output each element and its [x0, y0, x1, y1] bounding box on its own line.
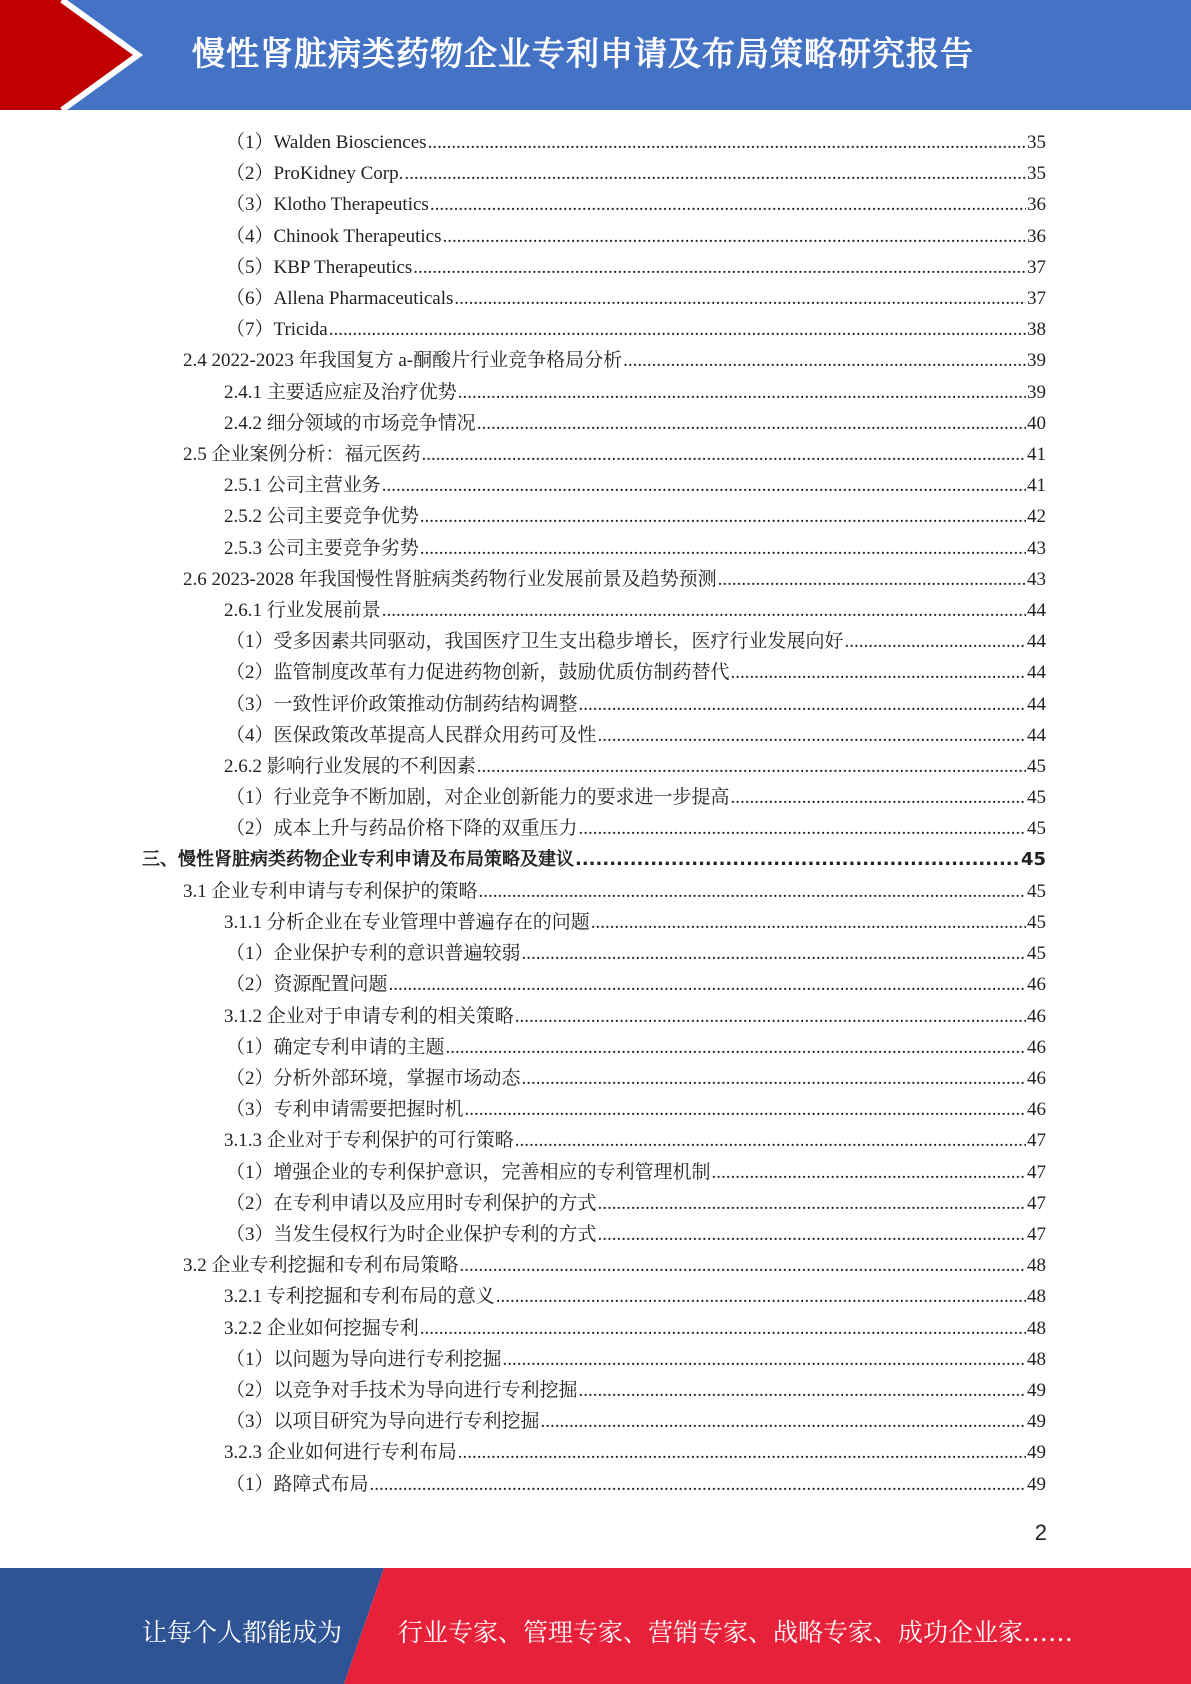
toc-entry-title: 2.6.2 影响行业发展的不利因素	[224, 756, 476, 777]
toc-entry-title: （1）以问题为导向进行专利挖掘	[226, 1348, 502, 1370]
toc-entry[interactable]	[226, 1188, 1046, 1216]
toc-entry-page: 40	[1027, 412, 1046, 434]
toc-dot-leader	[420, 538, 1026, 560]
toc-entry-title: （2）在专利申请以及应用时专利保护的方式	[226, 1192, 597, 1214]
toc-dot-leader	[382, 600, 1026, 622]
footer-slogan-left: 让每个人都能成为	[142, 1618, 343, 1647]
toc-entry-title: （2）成本上升与药品价格下降的双重压力	[226, 818, 578, 840]
toc-entry-title: （1）增强企业的专利保护意识，完善相应的专利管理机制	[226, 1161, 711, 1183]
toc-entry[interactable]	[226, 221, 1046, 249]
toc-entry-title: （2）以竞争对手技术为导向进行专利挖掘	[226, 1380, 578, 1401]
toc-entry-page: 46	[1027, 1068, 1046, 1089]
toc-entry-page: 44	[1027, 631, 1046, 653]
toc-entry[interactable]	[226, 720, 1046, 748]
toc-entry-title: （7）Tricida	[226, 319, 328, 341]
toc-entry[interactable]	[226, 782, 1046, 810]
toc-dot-leader	[598, 1193, 1026, 1215]
toc-dot-leader	[731, 787, 1026, 809]
toc-dot-leader	[496, 1286, 1026, 1308]
toc-dot-leader	[420, 1318, 1026, 1340]
header-arrow-decoration	[0, 0, 200, 110]
toc-entry-page: 47	[1027, 1130, 1046, 1152]
toc-entry[interactable]	[226, 1032, 1046, 1060]
toc-entry-page: 45	[1027, 943, 1046, 965]
toc-entry-page: 49	[1027, 1473, 1046, 1495]
toc-entry-title: 2.4.1 主要适应症及治疗优势	[224, 381, 457, 403]
toc-entry-page: 49	[1027, 1442, 1046, 1464]
toc-entry[interactable]	[224, 1313, 1046, 1341]
toc-entry[interactable]	[226, 1219, 1046, 1247]
toc-entry[interactable]	[226, 626, 1046, 654]
toc-entry[interactable]	[142, 845, 1046, 873]
toc-dot-leader	[465, 1099, 1026, 1121]
toc-entry-page: 47	[1027, 1224, 1046, 1245]
page-number: 2	[1034, 1520, 1047, 1545]
toc-entry-title: （1）确定专利申请的主题	[226, 1036, 445, 1058]
toc-entry-title: （4）Chinook Therapeutics	[226, 225, 442, 247]
toc-dot-leader	[731, 662, 1026, 684]
toc-entry-page: 36	[1027, 194, 1046, 216]
toc-dot-leader	[541, 1411, 1026, 1433]
toc-entry-title: （1）Walden Biosciences	[226, 132, 427, 153]
toc-entry-page: 35	[1027, 163, 1046, 185]
toc-entry-title: （5）KBP Therapeutics	[226, 256, 413, 278]
report-title: 慢性肾脏病类药物企业专利申请及布局策略研究报告	[192, 34, 974, 73]
toc-entry-page: 37	[1027, 256, 1046, 278]
toc-entry[interactable]	[226, 813, 1046, 841]
toc-entry[interactable]	[183, 439, 1046, 467]
toc-dot-leader	[522, 1068, 1026, 1090]
toc-entry-page: 45	[1027, 787, 1046, 809]
toc-dot-leader	[522, 943, 1026, 965]
toc-dot-leader	[845, 631, 1026, 653]
toc-dot-leader	[591, 912, 1026, 934]
toc-entry[interactable]	[226, 1406, 1046, 1434]
toc-entry-page: 48	[1027, 1255, 1046, 1277]
toc-entry[interactable]	[226, 657, 1046, 685]
toc-dot-leader	[718, 569, 1026, 591]
toc-entry-page: 46	[1027, 974, 1046, 996]
footer-slogan-right: 行业专家、管理专家、营销专家、战略专家、成功企业家……	[398, 1618, 1074, 1647]
toc-dot-leader	[458, 382, 1026, 404]
toc-entry[interactable]	[224, 907, 1046, 935]
toc-entry[interactable]	[224, 595, 1046, 623]
toc-entry[interactable]	[226, 969, 1046, 997]
toc-dot-leader	[712, 1162, 1026, 1184]
toc-entry-page: 49	[1027, 1411, 1046, 1433]
toc-entry-page: 47	[1027, 1192, 1046, 1214]
toc-entry-title: （2）分析外部环境，掌握市场动态	[226, 1068, 521, 1089]
toc-entry-title: （2）ProKidney Corp.	[226, 163, 404, 185]
toc-entry-title: （3）当发生侵权行为时企业保护专利的方式	[226, 1224, 597, 1245]
toc-entry-title: 2.4.2 细分领域的市场竞争情况	[224, 412, 476, 434]
toc-entry-title: （3）以项目研究为导向进行专利挖掘	[226, 1411, 540, 1433]
toc-entry-page: 36	[1027, 225, 1046, 247]
toc-entry-title: （3）专利申请需要把握时机	[226, 1099, 464, 1121]
toc-entry-title: 3.2.1 专利挖掘和专利布局的意义	[224, 1286, 495, 1308]
toc-entry-title: 2.6 2023-2028 年我国慢性肾脏病类药物行业发展前景及趋势预测	[183, 568, 717, 590]
toc-entry-page: 39	[1027, 381, 1046, 403]
toc-entry-page: 43	[1027, 568, 1046, 590]
toc-dot-leader	[458, 1442, 1026, 1464]
toc-dot-leader	[454, 288, 1026, 310]
toc-entry-title: （3）一致性评价政策推动仿制药结构调整	[226, 693, 578, 715]
toc-dot-leader	[329, 319, 1026, 341]
toc-entry-title: 3.1 企业专利申请与专利保护的策略	[183, 880, 478, 902]
toc-dot-leader	[370, 1474, 1026, 1496]
toc-entry-page: 37	[1027, 288, 1046, 309]
toc-entry-page: 46	[1027, 1036, 1046, 1058]
toc-entry-page: 45	[1027, 880, 1046, 902]
toc-entry-title: （2）监管制度改革有力促进药物创新，鼓励优质仿制药替代	[226, 662, 730, 684]
toc-entry-title: 2.5.1 公司主营业务	[224, 475, 381, 497]
toc-entry[interactable]	[183, 1250, 1046, 1278]
toc-entry-page: 35	[1027, 132, 1046, 153]
toc-entry-page: 39	[1027, 350, 1046, 372]
toc-entry[interactable]	[224, 501, 1046, 529]
toc-entry[interactable]	[224, 751, 1046, 779]
toc-entry[interactable]	[224, 377, 1046, 405]
toc-entry[interactable]	[226, 1344, 1046, 1372]
toc-dot-leader	[515, 1006, 1026, 1028]
toc-entry-title: 三、慢性肾脏病类药物企业专利申请及布局策略及建议	[142, 848, 574, 870]
toc-entry-title: （4）医保政策改革提高人民群众用药可及性	[226, 724, 597, 746]
toc-dot-leader	[515, 1130, 1026, 1152]
toc-entry[interactable]	[226, 189, 1046, 217]
toc-dot-leader	[623, 350, 1026, 372]
toc-entry[interactable]	[183, 564, 1046, 592]
toc-dot-leader	[460, 1255, 1026, 1277]
toc-entry[interactable]	[226, 127, 1046, 155]
toc-entry-page: 44	[1027, 600, 1046, 621]
toc-dot-leader	[575, 849, 1020, 870]
toc-entry[interactable]	[226, 1469, 1046, 1497]
toc-entry[interactable]	[226, 283, 1046, 311]
toc-entry-page: 47	[1027, 1161, 1046, 1183]
page-header	[0, 0, 1191, 110]
toc-dot-leader	[477, 413, 1026, 435]
toc-entry-title: 3.1.1 分析企业在专业管理中普遍存在的问题	[224, 912, 590, 933]
toc-entry-title: （1）受多因素共同驱动，我国医疗卫生支出稳步增长，医疗行业发展向好	[226, 631, 844, 653]
toc-entry-title: （1）行业竞争不断加剧，对企业创新能力的要求进一步提高	[226, 787, 730, 809]
toc-entry-title: 3.1.2 企业对于申请专利的相关策略	[224, 1005, 514, 1027]
toc-dot-leader	[446, 1037, 1026, 1059]
toc-dot-leader	[598, 1224, 1026, 1246]
toc-entry[interactable]	[183, 345, 1046, 373]
toc-entry-page: 48	[1027, 1348, 1046, 1370]
toc-dot-leader	[503, 1349, 1026, 1371]
toc-entry[interactable]	[226, 252, 1046, 280]
toc-entry-title: （6）Allena Pharmaceuticals	[226, 288, 454, 309]
toc-dot-leader	[479, 881, 1026, 903]
toc-entry[interactable]	[226, 1063, 1046, 1091]
toc-entry-page: 46	[1027, 1005, 1046, 1027]
toc-entry-title: 3.1.3 企业对于专利保护的可行策略	[224, 1130, 514, 1152]
toc-entry-page: 43	[1027, 537, 1046, 559]
toc-dot-leader	[442, 226, 1026, 248]
toc-entry[interactable]	[226, 1094, 1046, 1122]
toc-entry-page: 44	[1027, 662, 1046, 684]
toc-entry-title: （2）资源配置问题	[226, 974, 388, 996]
toc-dot-leader	[382, 475, 1026, 497]
toc-dot-leader	[598, 725, 1026, 747]
toc-dot-leader	[420, 506, 1026, 528]
toc-dot-leader	[413, 257, 1026, 279]
toc-entry-title: 3.2 企业专利挖掘和专利布局策略	[183, 1255, 459, 1277]
toc-entry-page: 41	[1027, 475, 1046, 497]
toc-dot-leader	[422, 444, 1026, 466]
toc-entry-page: 46	[1027, 1099, 1046, 1121]
toc-dot-leader	[477, 756, 1026, 778]
toc-dot-leader	[579, 1380, 1026, 1402]
toc-entry[interactable]	[224, 1437, 1046, 1465]
toc-entry-page: 41	[1027, 444, 1046, 465]
toc-entry-page: 42	[1027, 506, 1046, 528]
page-footer	[0, 1568, 1191, 1684]
toc-entry-title: 2.5 企业案例分析：福元医药	[183, 444, 421, 465]
toc-entry[interactable]	[224, 533, 1046, 561]
toc-entry-title: 2.4 2022-2023 年我国复方 a-酮酸片行业竞争格局分析	[183, 350, 623, 372]
toc-entry[interactable]	[226, 314, 1046, 342]
toc-entry[interactable]	[224, 470, 1046, 498]
toc-entry-title: （1）路障式布局	[226, 1473, 369, 1495]
toc-entry-page: 45	[1027, 818, 1046, 840]
toc-entry-title: 3.2.3 企业如何进行专利布局	[224, 1442, 457, 1464]
toc-dot-leader	[428, 132, 1026, 154]
toc-entry-title: （1）企业保护专利的意识普遍较弱	[226, 943, 521, 965]
toc-entry-page: 45	[1027, 912, 1046, 933]
toc-entry-page: 49	[1027, 1380, 1046, 1401]
toc-entry-title: （3）Klotho Therapeutics	[226, 194, 429, 216]
toc-entry-page: 48	[1027, 1317, 1046, 1339]
toc-entry-page: 45	[1020, 848, 1046, 870]
toc-entry[interactable]	[224, 1281, 1046, 1309]
toc-dot-leader	[579, 818, 1026, 840]
toc-entry[interactable]	[224, 1125, 1046, 1153]
toc-entry-page: 45	[1027, 756, 1046, 777]
toc-entry[interactable]	[226, 689, 1046, 717]
toc-entry-page: 44	[1027, 724, 1046, 746]
toc-entry-page: 48	[1027, 1286, 1046, 1308]
toc-entry-title: 2.5.2 公司主要竞争优势	[224, 506, 419, 528]
toc-entry[interactable]	[226, 1157, 1046, 1185]
toc-dot-leader	[404, 163, 1026, 185]
toc-entry-page: 38	[1027, 319, 1046, 341]
toc-entry-page: 44	[1027, 693, 1046, 715]
toc-entry-title: 2.6.1 行业发展前景	[224, 600, 381, 621]
toc-dot-leader	[579, 694, 1026, 716]
toc-entry[interactable]	[226, 938, 1046, 966]
toc-entry-title: 2.5.3 公司主要竞争劣势	[224, 537, 419, 559]
toc-entry[interactable]	[224, 408, 1046, 436]
toc-dot-leader	[430, 194, 1026, 216]
toc-entry[interactable]	[226, 1375, 1046, 1403]
toc-entry[interactable]	[224, 1001, 1046, 1029]
toc-entry-title: 3.2.2 企业如何挖掘专利	[224, 1317, 419, 1339]
toc-entry[interactable]	[183, 876, 1046, 904]
toc-dot-leader	[389, 974, 1026, 996]
toc-entry[interactable]	[226, 158, 1046, 186]
